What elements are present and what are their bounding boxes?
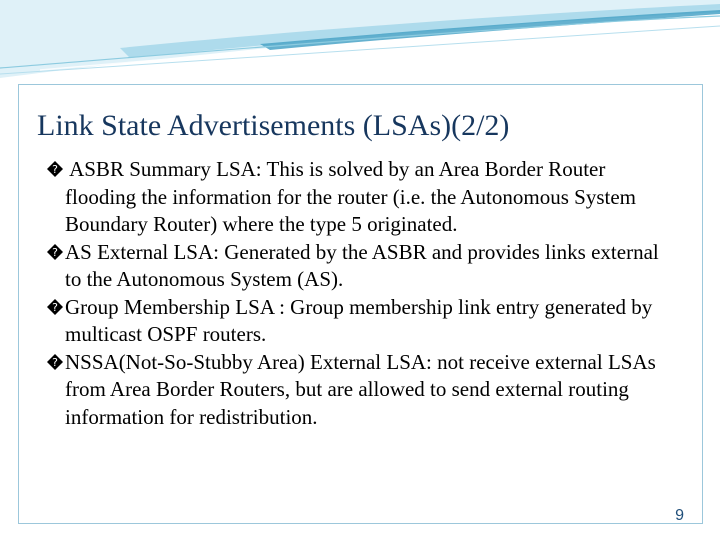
bullet-item (46, 156, 676, 239)
replacement-glyph-icon (46, 298, 64, 316)
replacement-glyph-icon (46, 243, 64, 261)
bullet-item (46, 349, 676, 432)
svg-text:?: ? (52, 163, 58, 176)
header-wave-decoration (0, 0, 720, 90)
bullet-text: AS External LSA: Generated by the ASBR and provides links external to the Autonomous System (AS). (65, 239, 659, 291)
bullet-item (46, 294, 676, 349)
slide-title: Link State Advertisements (LSAs)(2/2) (37, 109, 510, 142)
page-number: 9 (675, 507, 684, 524)
bullet-text: ASBR Summary LSA: This is solved by an Area Border Router flooding the information for the router (i.e. the Autonomous System Boundary Router) where the type 5 originated. (65, 157, 636, 236)
svg-text:?: ? (52, 300, 58, 314)
svg-text:?: ? (52, 245, 58, 259)
replacement-glyph-icon (46, 353, 64, 371)
bullet-list (46, 156, 676, 431)
bullet-item (46, 239, 676, 294)
replacement-glyph-icon (46, 160, 64, 178)
bullet-text: NSSA(Not-So-Stubby Area) External LSA: not receive external LSAs from Area Border Routers, but are allowed to send external routing information for redistribution. (65, 349, 656, 429)
svg-text:?: ? (52, 355, 58, 369)
bullet-text: Group Membership LSA : Group membership link entry generated by multicast OSPF routers. (65, 294, 653, 346)
